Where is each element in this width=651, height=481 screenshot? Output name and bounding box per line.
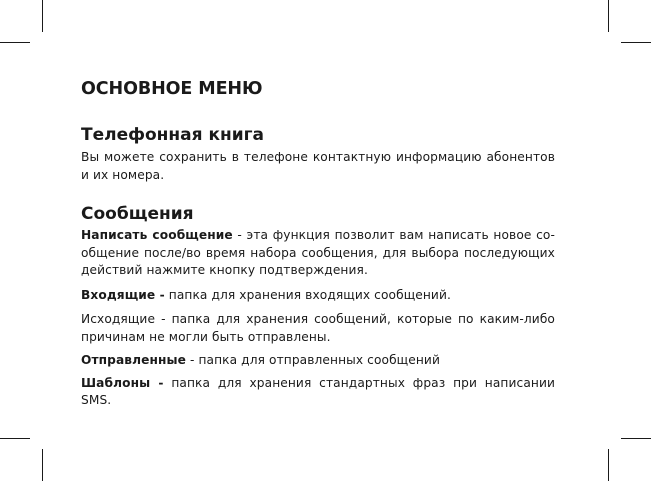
templates-description: папка для хранения стандартных фраз при написании SMS. (81, 375, 556, 407)
outbox-term: Исходящие (81, 312, 156, 326)
compose-message-term: Написать сообщение (81, 228, 233, 242)
sent-term: Отправленные (81, 353, 187, 367)
sent-paragraph (81, 352, 555, 370)
crop-mark-bottom-right-vertical (608, 449, 609, 481)
crop-mark-top-left-horizontal (0, 42, 30, 43)
compose-message-paragraph (81, 227, 555, 280)
compose-message-description: - эта функция позволит вам написать новое со-общение после/во время набора сообщения, для выбора последующих действий нажмите кнопку подтверждения. (81, 228, 555, 277)
page-content (81, 78, 555, 410)
templates-term: Шаблоны - (81, 375, 164, 390)
crop-mark-top-right-vertical (608, 0, 609, 32)
crop-mark-bottom-left-horizontal (0, 438, 30, 439)
crop-mark-top-right-horizontal (621, 42, 651, 43)
page-title: ОСНОВНОЕ МЕНЮ (81, 79, 263, 99)
crop-mark-bottom-left-vertical (42, 449, 43, 481)
crop-mark-bottom-right-horizontal (621, 438, 651, 439)
outbox-description: - папка для хранения сообщений, которые по каким-либо причинам не могли быть отправлены. (81, 312, 555, 344)
inbox-paragraph (81, 287, 555, 305)
inbox-term: Входящие - (81, 287, 165, 302)
crop-mark-top-left-vertical (42, 0, 43, 32)
inbox-description: папка для хранения входящих сообщений. (164, 287, 451, 302)
section-title-messages: Сообщения (81, 204, 194, 224)
outbox-paragraph (81, 311, 555, 346)
sent-description: - папка для отправленных сообщений (186, 353, 440, 367)
phonebook-description: Вы можете сохранить в телефоне контактную информацию абонентов и их номера. (81, 150, 555, 182)
section-title-phonebook: Телефонная книга (81, 125, 264, 145)
templates-paragraph (81, 375, 555, 410)
